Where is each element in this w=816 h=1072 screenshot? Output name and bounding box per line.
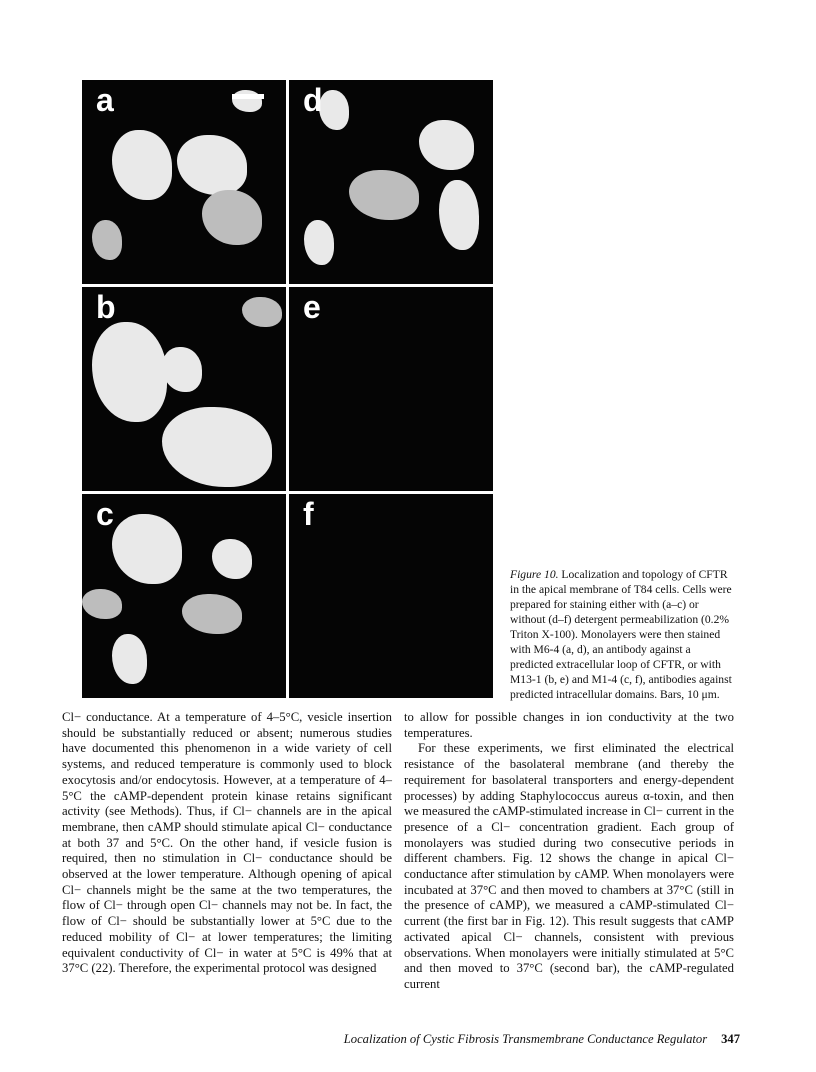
panel-label: b: [96, 289, 116, 325]
panel-label: e: [303, 289, 321, 325]
figure-caption-label: Figure 10.: [510, 568, 559, 581]
panel-label: d: [303, 82, 323, 118]
panel-label: a: [96, 82, 114, 118]
panel-label: c: [96, 496, 114, 532]
page-footer: [330, 1032, 740, 1047]
figure-caption-text: Localization and topology of CFTR in the apical membrane of T84 cells. Cells were prepared for staining either with (a–c) or without (d–f) detergent permeabilization (0.2% Triton X-100). Monolayers were then stained with M6-4 (a, d), an antibody against a predicted extracellular loop of CFTR, or with M13-1 (b, e) and M1-4 (c, f), antibodies against predicted intracellular domains. Bars, 10 μm.: [510, 568, 732, 701]
page-number: 347: [721, 1032, 740, 1046]
figure-panel-b: [82, 287, 286, 491]
figure-panel-c: [82, 494, 286, 698]
scale-bar: [232, 94, 264, 99]
figure-panel-e: [289, 287, 493, 491]
right-column: [404, 710, 734, 993]
left-column: [62, 710, 392, 977]
figure-panel-a: [82, 80, 286, 284]
figure-panel-f: [289, 494, 493, 698]
running-title: Localization of Cystic Fibrosis Transmembrane Conductance Regulator: [343, 1032, 708, 1046]
panel-label: f: [303, 496, 314, 532]
body-paragraph: to allow for possible changes in ion conductivity at the two temperatures.: [404, 710, 734, 740]
figure-caption: [510, 567, 732, 702]
figure-panel-d: [289, 80, 493, 284]
body-paragraph: For these experiments, we first eliminated the electrical resistance of the basolateral membrane (and thereby the requirement for basolateral transporters and energy-dependent processes) by adding Staphylococcus aureus α-toxin, and then we measured the cAMP-stimulated increase in Cl− current in the presence of a Cl− concentration gradient. Each group of monolayers was studied during two consecutive periods in different chambers. Fig. 12 shows the change in apical Cl− conductance after stimulation by cAMP. When monolayers were incubated at 37°C and then moved to chambers at 37°C (still in the presence of cAMP), we measured a cAMP-stimulated Cl− current (the first bar in Fig. 12). This result suggests that cAMP activated apical Cl− channels, consistent with previous observations. When monolayers were initially stimulated at 5°C and then moved to 37°C (second bar), the cAMP-regulated current: [404, 741, 734, 991]
body-paragraph: Cl− conductance. At a temperature of 4–5°C, vesicle insertion should be substantially reduced or absent; numerous studies have documented this phenomenon in a wide variety of cell systems, and reduced temperature is commonly used to block exocytosis and/or endocytosis. However, at a temperature of 4–5°C the cAMP-dependent protein kinase retains significant activity (see Methods). Thus, if Cl− channels are in the apical membrane, then cAMP should stimulate apical Cl− conductance at both 37 and 5°C. On the other hand, if vesicle fusion is required, then no stimulation in Cl− conductance should be observed at the lower temperature. Although opening of apical Cl− channels might be the same at the two temperatures, the flow of Cl− through open Cl− channels may not be. In fact, the flow of Cl− should be substantially lower at 5°C due to the reduced mobility of Cl− at lower temperatures; the limiting equivalent conductivity of Cl− in water at 5°C is 49% that at 37°C (22). Therefore, the experimental protocol was designed: [62, 710, 392, 976]
